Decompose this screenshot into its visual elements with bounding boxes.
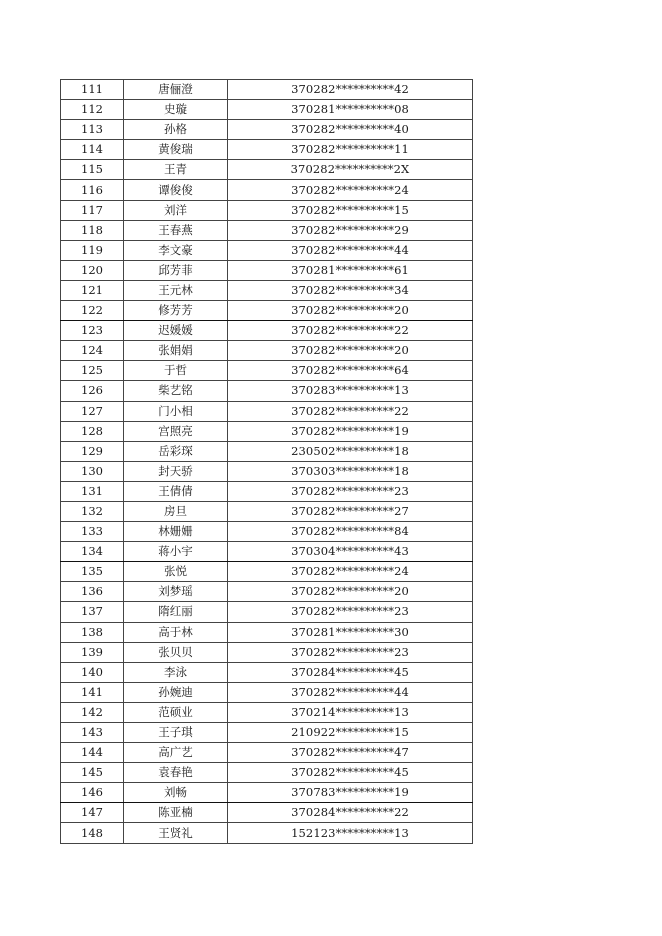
name-cell: 房旦 (124, 501, 228, 521)
id-number-cell: 152123**********13 (228, 823, 473, 843)
row-number-cell: 117 (61, 200, 124, 220)
table-row (61, 622, 473, 642)
id-number-cell: 370282**********22 (228, 321, 473, 341)
id-number-cell: 370282**********40 (228, 120, 473, 140)
name-cell: 隋红丽 (124, 602, 228, 622)
id-number-cell: 370282**********44 (228, 682, 473, 702)
name-cell: 蒋小宇 (124, 542, 228, 562)
table-row (61, 220, 473, 240)
table-row (61, 662, 473, 682)
id-number-cell: 370282**********23 (228, 602, 473, 622)
id-number-cell: 370282**********20 (228, 301, 473, 321)
id-number-cell: 370282**********29 (228, 220, 473, 240)
row-number-cell: 147 (61, 803, 124, 823)
row-number-cell: 141 (61, 682, 124, 702)
row-number-cell: 144 (61, 743, 124, 763)
table-row (61, 642, 473, 662)
name-cell: 岳彩琛 (124, 441, 228, 461)
row-number-cell: 143 (61, 723, 124, 743)
row-number-cell: 126 (61, 381, 124, 401)
table-row (61, 441, 473, 461)
name-cell: 王子琪 (124, 723, 228, 743)
name-cell: 封天骄 (124, 461, 228, 481)
row-number-cell: 145 (61, 763, 124, 783)
row-number-cell: 131 (61, 481, 124, 501)
table-row (61, 803, 473, 823)
id-number-cell: 370282**********24 (228, 562, 473, 582)
id-number-cell: 370282**********15 (228, 200, 473, 220)
table-row (61, 200, 473, 220)
table-row (61, 100, 473, 120)
id-number-cell: 370282**********11 (228, 140, 473, 160)
id-number-cell: 370283**********13 (228, 381, 473, 401)
row-number-cell: 112 (61, 100, 124, 120)
row-number-cell: 137 (61, 602, 124, 622)
id-number-cell: 370282**********23 (228, 481, 473, 501)
row-number-cell: 132 (61, 501, 124, 521)
id-number-cell: 370282**********84 (228, 522, 473, 542)
table-row (61, 582, 473, 602)
name-cell: 张悦 (124, 562, 228, 582)
table-row (61, 321, 473, 341)
name-cell: 黄俊瑞 (124, 140, 228, 160)
row-number-cell: 138 (61, 622, 124, 642)
roster-table (60, 79, 473, 844)
name-cell: 王贤礼 (124, 823, 228, 843)
row-number-cell: 136 (61, 582, 124, 602)
table-row (61, 461, 473, 481)
id-number-cell: 370303**********18 (228, 461, 473, 481)
name-cell: 孙格 (124, 120, 228, 140)
name-cell: 宫照亮 (124, 421, 228, 441)
row-number-cell: 146 (61, 783, 124, 803)
id-number-cell: 370282**********23 (228, 642, 473, 662)
table-row (61, 180, 473, 200)
table-row (61, 341, 473, 361)
id-number-cell: 370282**********2X (228, 160, 473, 180)
id-number-cell: 370282**********22 (228, 401, 473, 421)
table-row (61, 401, 473, 421)
table-row (61, 702, 473, 722)
name-cell: 王青 (124, 160, 228, 180)
name-cell: 邱芳菲 (124, 260, 228, 280)
name-cell: 刘梦瑶 (124, 582, 228, 602)
name-cell: 范硕业 (124, 702, 228, 722)
table-row (61, 120, 473, 140)
row-number-cell: 111 (61, 80, 124, 100)
row-number-cell: 130 (61, 461, 124, 481)
table-row (61, 260, 473, 280)
id-number-cell: 370281**********30 (228, 622, 473, 642)
id-number-cell: 370282**********42 (228, 80, 473, 100)
row-number-cell: 118 (61, 220, 124, 240)
name-cell: 于哲 (124, 361, 228, 381)
table-row (61, 301, 473, 321)
table-row (61, 522, 473, 542)
name-cell: 王元林 (124, 280, 228, 300)
id-number-cell: 370282**********27 (228, 501, 473, 521)
id-number-cell: 370214**********13 (228, 702, 473, 722)
name-cell: 唐俪澄 (124, 80, 228, 100)
row-number-cell: 120 (61, 260, 124, 280)
table-row (61, 602, 473, 622)
name-cell: 袁春艳 (124, 763, 228, 783)
table-row (61, 421, 473, 441)
name-cell: 史璇 (124, 100, 228, 120)
name-cell: 迟媛媛 (124, 321, 228, 341)
row-number-cell: 133 (61, 522, 124, 542)
row-number-cell: 139 (61, 642, 124, 662)
id-number-cell: 370282**********45 (228, 763, 473, 783)
table-row (61, 763, 473, 783)
name-cell: 修芳芳 (124, 301, 228, 321)
row-number-cell: 142 (61, 702, 124, 722)
id-number-cell: 230502**********18 (228, 441, 473, 461)
row-number-cell: 113 (61, 120, 124, 140)
table-row (61, 682, 473, 702)
table-row (61, 562, 473, 582)
table-row (61, 160, 473, 180)
row-number-cell: 128 (61, 421, 124, 441)
name-cell: 柴艺铭 (124, 381, 228, 401)
id-number-cell: 370282**********44 (228, 240, 473, 260)
row-number-cell: 135 (61, 562, 124, 582)
id-number-cell: 370282**********20 (228, 341, 473, 361)
row-number-cell: 124 (61, 341, 124, 361)
row-number-cell: 123 (61, 321, 124, 341)
name-cell: 高于林 (124, 622, 228, 642)
name-cell: 李泳 (124, 662, 228, 682)
name-cell: 谭俊俊 (124, 180, 228, 200)
name-cell: 李文豪 (124, 240, 228, 260)
name-cell: 张娟娟 (124, 341, 228, 361)
table-row (61, 280, 473, 300)
row-number-cell: 116 (61, 180, 124, 200)
row-number-cell: 114 (61, 140, 124, 160)
row-number-cell: 129 (61, 441, 124, 461)
name-cell: 王春燕 (124, 220, 228, 240)
id-number-cell: 370284**********45 (228, 662, 473, 682)
table-row (61, 240, 473, 260)
id-number-cell: 370304**********43 (228, 542, 473, 562)
name-cell: 刘畅 (124, 783, 228, 803)
name-cell: 门小相 (124, 401, 228, 421)
table-row (61, 361, 473, 381)
row-number-cell: 121 (61, 280, 124, 300)
table-row (61, 823, 473, 843)
row-number-cell: 122 (61, 301, 124, 321)
name-cell: 王倩倩 (124, 481, 228, 501)
table-row (61, 723, 473, 743)
table-row (61, 140, 473, 160)
row-number-cell: 119 (61, 240, 124, 260)
id-number-cell: 370282**********64 (228, 361, 473, 381)
id-number-cell: 210922**********15 (228, 723, 473, 743)
id-number-cell: 370284**********22 (228, 803, 473, 823)
row-number-cell: 125 (61, 361, 124, 381)
row-number-cell: 140 (61, 662, 124, 682)
id-number-cell: 370282**********20 (228, 582, 473, 602)
name-cell: 林姗姗 (124, 522, 228, 542)
id-number-cell: 370282**********19 (228, 421, 473, 441)
id-number-cell: 370281**********08 (228, 100, 473, 120)
id-number-cell: 370282**********47 (228, 743, 473, 763)
name-cell: 陈亚楠 (124, 803, 228, 823)
table-row (61, 80, 473, 100)
name-cell: 张贝贝 (124, 642, 228, 662)
id-number-cell: 370281**********61 (228, 260, 473, 280)
name-cell: 刘洋 (124, 200, 228, 220)
roster-body (61, 80, 473, 844)
table-row (61, 542, 473, 562)
name-cell: 孙婉迪 (124, 682, 228, 702)
row-number-cell: 148 (61, 823, 124, 843)
id-number-cell: 370783**********19 (228, 783, 473, 803)
table-row (61, 481, 473, 501)
row-number-cell: 115 (61, 160, 124, 180)
table-row (61, 783, 473, 803)
row-number-cell: 134 (61, 542, 124, 562)
row-number-cell: 127 (61, 401, 124, 421)
id-number-cell: 370282**********34 (228, 280, 473, 300)
name-cell: 高广艺 (124, 743, 228, 763)
table-row (61, 381, 473, 401)
id-number-cell: 370282**********24 (228, 180, 473, 200)
table-row (61, 501, 473, 521)
table-row (61, 743, 473, 763)
